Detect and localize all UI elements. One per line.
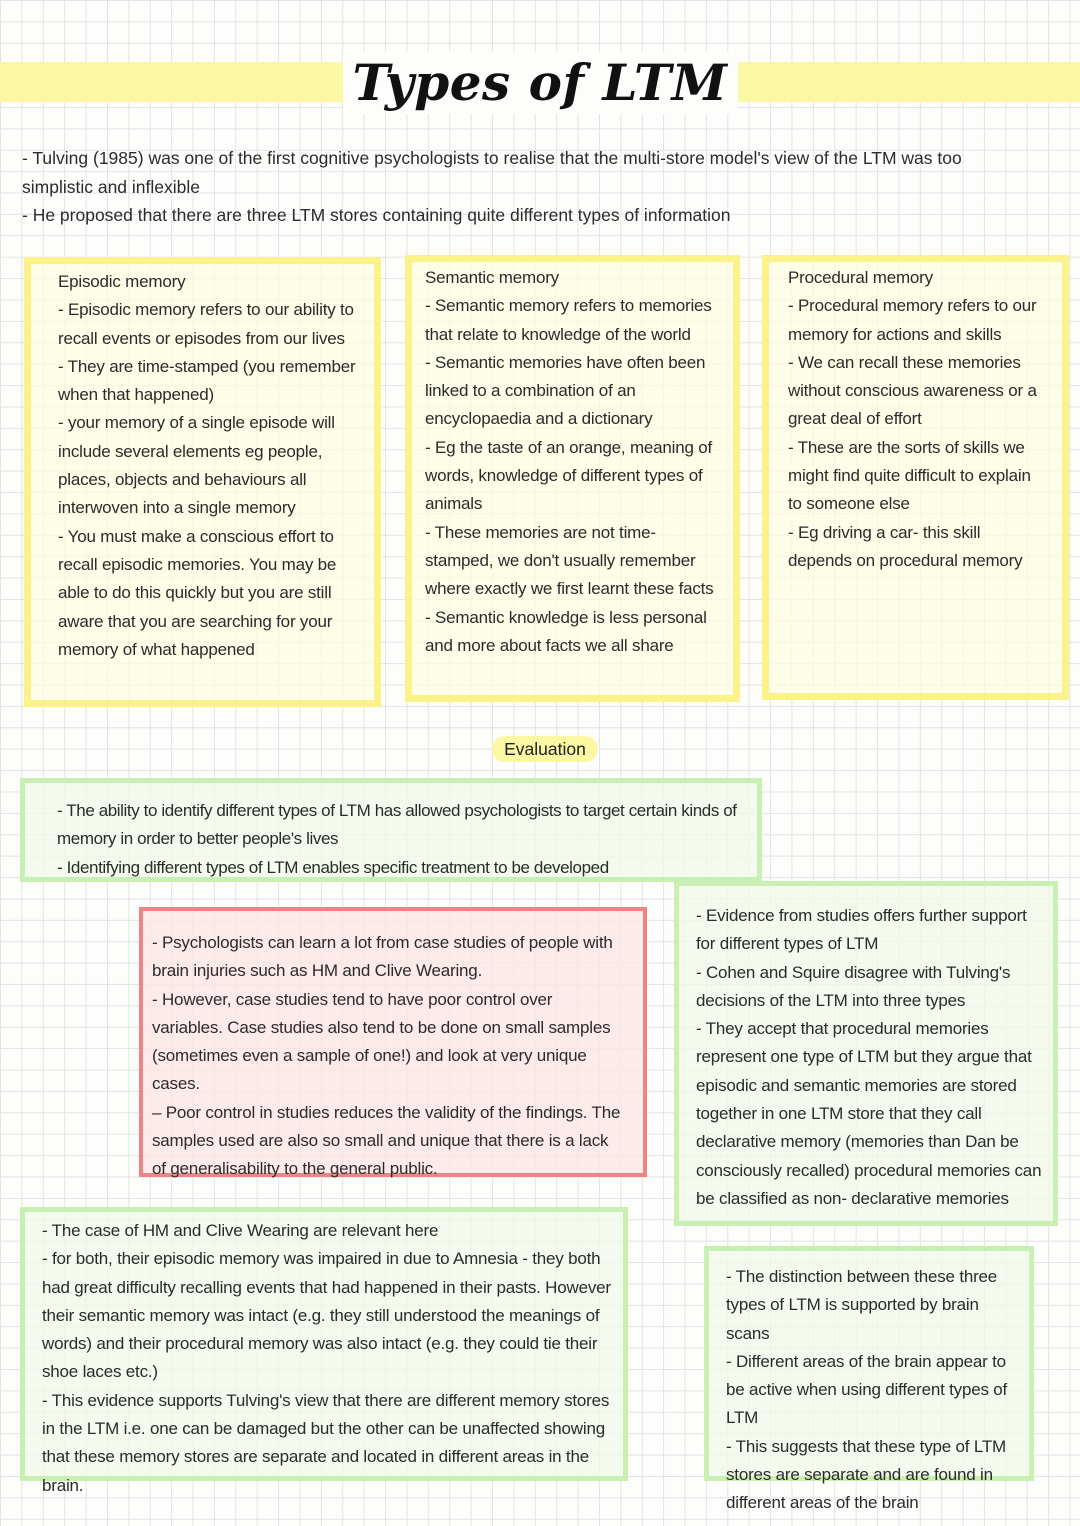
hm-clive-box: [20, 1207, 628, 1495]
semantic-line: - These memories are not time-stamped, we don't usually remember where exactly we first learnt these facts: [425, 522, 714, 599]
semantic-line: - Semantic knowledge is less personal and more about facts we all share: [425, 607, 707, 655]
episodic-heading: Episodic memory: [58, 272, 186, 291]
evaluation-label: Evaluation: [492, 736, 598, 762]
procedural-line: - Eg driving a car- this skill depends on procedural memory: [788, 522, 1023, 570]
procedural-line: - We can recall these memories without conscious awareness or a great deal of effort: [788, 352, 1037, 429]
evaluation-box-top: [20, 778, 762, 882]
evidence-line: - They accept that procedural memories represent one type of LTM but they argue that episodic and semantic memories are stored together in one LTM store that they call declarative memory (memories than Dan be consciously recalled) procedural memories can be classified as non- declarative memories: [696, 1019, 1042, 1208]
semantic-line: - Eg the taste of an orange, meaning of words, knowledge of different types of animals: [425, 437, 713, 514]
brain-scans-box: [704, 1246, 1034, 1513]
case-studies-box: [139, 907, 647, 1177]
procedural-line: - These are the sorts of skills we might find quite difficult to explain to someone else: [788, 437, 1031, 514]
case-studies-line: - However, case studies tend to have poor control over variables. Case studies also tend to be done on small samples (sometimes even a sample of one!) and look at very unique cases.: [152, 989, 611, 1094]
brain-scans-line: - Different areas of the brain appear to be active when using different types of LTM: [726, 1351, 1008, 1428]
evidence-line: - Cohen and Squire disagree with Tulving's decisions of the LTM into three types: [696, 962, 1011, 1010]
procedural-memory-box: [762, 255, 1069, 700]
hm-clive-line: - for both, their episodic memory was impaired in due to Amnesia - they both had great difficulty recalling events that had happened in their pasts. However their semantic memory was intact (e.g. they still understood the meanings of words) and their procedural memory was also intact (e.g. they could tie their shoe laces etc.): [42, 1249, 611, 1382]
intro-line: - Tulving (1985) was one of the first cognitive psychologists to realise that the multi-store model's view of the LTM was too simplistic and inflexible: [22, 148, 962, 197]
evidence-box: [674, 881, 1058, 1226]
episodic-line: - your memory of a single episode will include several elements eg people, places, objects and behaviours all interwoven into a single memory: [58, 413, 335, 518]
evaluation-line: - Identifying different types of LTM enables specific treatment to be developed: [57, 857, 609, 877]
intro-text: [22, 144, 1032, 230]
brain-scans-line: - This suggests that these type of LTM stores are separate and are found in different areas of the brain: [726, 1436, 1006, 1513]
title-container: [0, 52, 1080, 114]
procedural-heading: Procedural memory: [788, 268, 933, 287]
episodic-line: - You must make a conscious effort to recall episodic memories. You may be able to do this quickly but you are still aware that you are searching for your memory of what happened: [58, 526, 337, 659]
hm-clive-line: - The case of HM and Clive Wearing are relevant here: [42, 1221, 439, 1240]
semantic-line: - Semantic memories have often been linked to a combination of an encyclopaedia and a dictionary: [425, 352, 706, 429]
brain-scans-line: - The distinction between these three types of LTM is supported by brain scans: [726, 1267, 998, 1343]
semantic-memory-box: [405, 255, 740, 702]
page-title: Types of LTM: [343, 52, 738, 114]
intro-line: - He proposed that there are three LTM stores containing quite different types of information: [22, 205, 731, 225]
semantic-heading: Semantic memory: [425, 268, 559, 287]
case-studies-line: – Poor control in studies reduces the validity of the findings. The samples used are also so small and unique that there is a lack of generalisability to the general public.: [152, 1102, 621, 1179]
episodic-memory-box: [24, 257, 381, 707]
episodic-line: - They are time-stamped (you remember when that happened): [58, 356, 356, 405]
evaluation-label-container: [0, 736, 1080, 762]
hm-clive-line: - This evidence supports Tulving's view that there are different memory stores in the LTM i.e. one can be damaged but the other can be unaffected showing that these memory stores are separate and located in different areas in the brain.: [42, 1390, 610, 1495]
semantic-line: - Semantic memory refers to memories that relate to knowledge of the world: [425, 296, 712, 344]
procedural-line: - Procedural memory refers to our memory for actions and skills: [788, 296, 1037, 344]
episodic-line: - Episodic memory refers to our ability to recall events or episodes from our lives: [58, 300, 354, 348]
evaluation-line: - The ability to identify different types of LTM has allowed psychologists to target certain kinds of memory in order to better people's lives: [57, 801, 737, 849]
case-studies-line: - Psychologists can learn a lot from case studies of people with brain injuries such as HM and Clive Wearing.: [152, 933, 613, 981]
evidence-line: - Evidence from studies offers further support for different types of LTM: [696, 906, 1027, 954]
